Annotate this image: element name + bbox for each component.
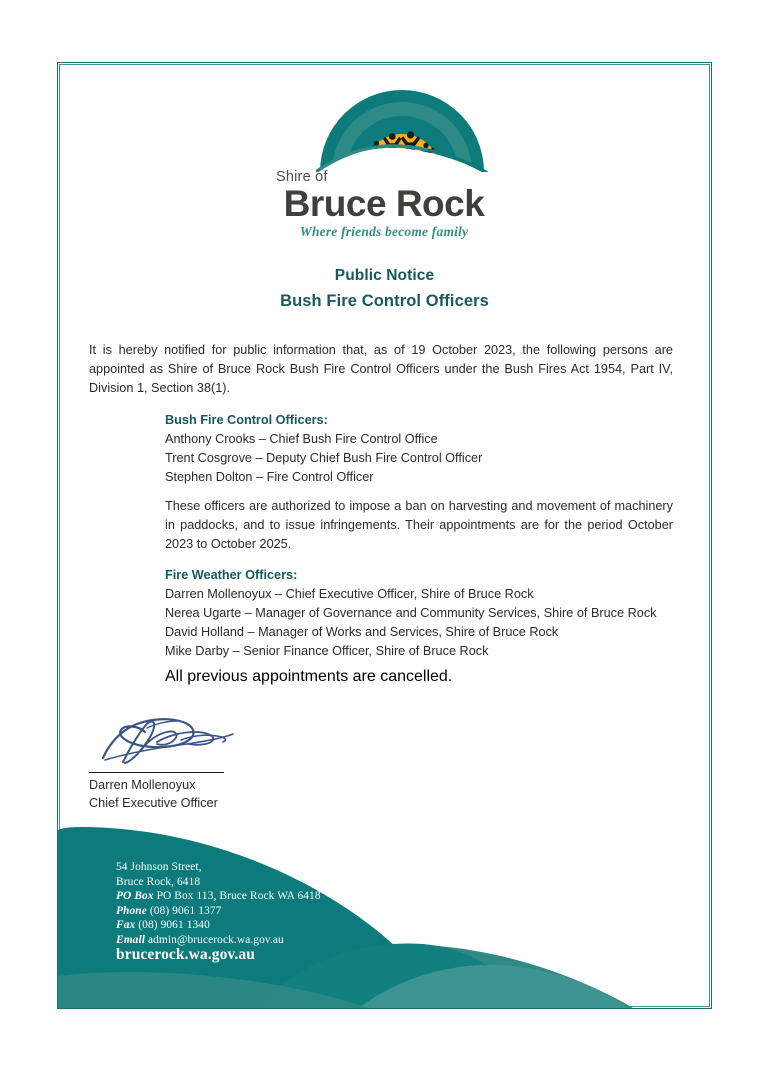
cancellation-note: All previous appointments are cancelled.: [165, 668, 453, 685]
intro-paragraph: It is hereby notified for public information that, as of 19 October 2023, the following persons are appointed as Shire of Bruce Rock Bush Fire Control Officers under the Bush Fires Act 1954, Part IV, Division 1, Section 38(1).: [89, 343, 673, 395]
fire-weather-officers-section: [165, 566, 673, 661]
shire-logo: [268, 86, 500, 240]
footer-phone-value: (08) 9061 1377: [149, 904, 222, 917]
fwo-member: Mike Darby – Senior Finance Officer, Shire of Bruce Rock: [165, 644, 489, 658]
footer-po-box-label: PO Box: [116, 890, 154, 903]
footer-website-link[interactable]: brucerock.wa.gov.au: [116, 946, 255, 963]
fwo-member: Darren Mollenoyux – Chief Executive Officer, Shire of Bruce Rock: [165, 587, 534, 601]
footer-locality: Bruce Rock, 6418: [116, 875, 201, 888]
logo-name-text: Bruce Rock: [283, 182, 485, 224]
shire-logo-wordmark: [268, 170, 500, 240]
page-title-line1: Public Notice: [334, 267, 435, 284]
bush-fire-control-officers-section: [165, 411, 673, 487]
footer-phone-label: Phone: [116, 904, 147, 917]
bfco-member: Trent Cosgrove – Deputy Chief Bush Fire Control Officer: [165, 451, 483, 465]
logo-tagline-text: Where friends become family: [299, 224, 469, 240]
footer-contact-details: [116, 860, 446, 948]
bfco-member: Anthony Crooks – Chief Bush Fire Control Office: [165, 432, 438, 446]
sun-hills-family-logo-icon: [316, 86, 488, 172]
logo-shire-of-text: Shire of: [276, 169, 328, 185]
bfco-heading: Bush Fire Control Officers:: [165, 413, 328, 427]
authorisation-paragraph: These officers are authorized to impose a ban on harvesting and movement of machinery in paddocks, and to issue infringements. Their appointments are for the period October 2023 to October 2025.: [165, 499, 673, 551]
footer-phone: [116, 904, 446, 919]
footer-fax-value: (08) 9061 1340: [138, 919, 210, 932]
signature-line: [89, 772, 224, 773]
footer-po-box-value: PO Box 113, Bruce Rock WA 6418: [156, 890, 321, 903]
signatory-name: Darren Mollenoyux: [89, 778, 196, 792]
bfco-member: Stephen Dolton – Fire Control Officer: [165, 470, 374, 484]
handwritten-signature-icon: [95, 706, 255, 768]
fwo-member: David Holland – Manager of Works and Services, Shire of Bruce Rock: [165, 625, 559, 639]
footer-email-value[interactable]: admin@brucerock.wa.gov.au: [147, 933, 284, 946]
fwo-member: Nerea Ugarte – Manager of Governance and Community Services, Shire of Bruce Rock: [165, 606, 657, 620]
footer-email-label: Emall: [116, 933, 145, 946]
footer-fax-label: Fax: [116, 919, 136, 932]
footer-street: 54 Johnson Street,: [116, 861, 202, 873]
footer-po-box: [116, 889, 446, 904]
signatory-role: Chief Executive Officer: [89, 796, 218, 810]
fwo-heading: Fire Weather Officers:: [165, 568, 298, 582]
footer-fax: [116, 918, 446, 933]
page-title-line2: Bush Fire Control Officers: [280, 292, 489, 310]
